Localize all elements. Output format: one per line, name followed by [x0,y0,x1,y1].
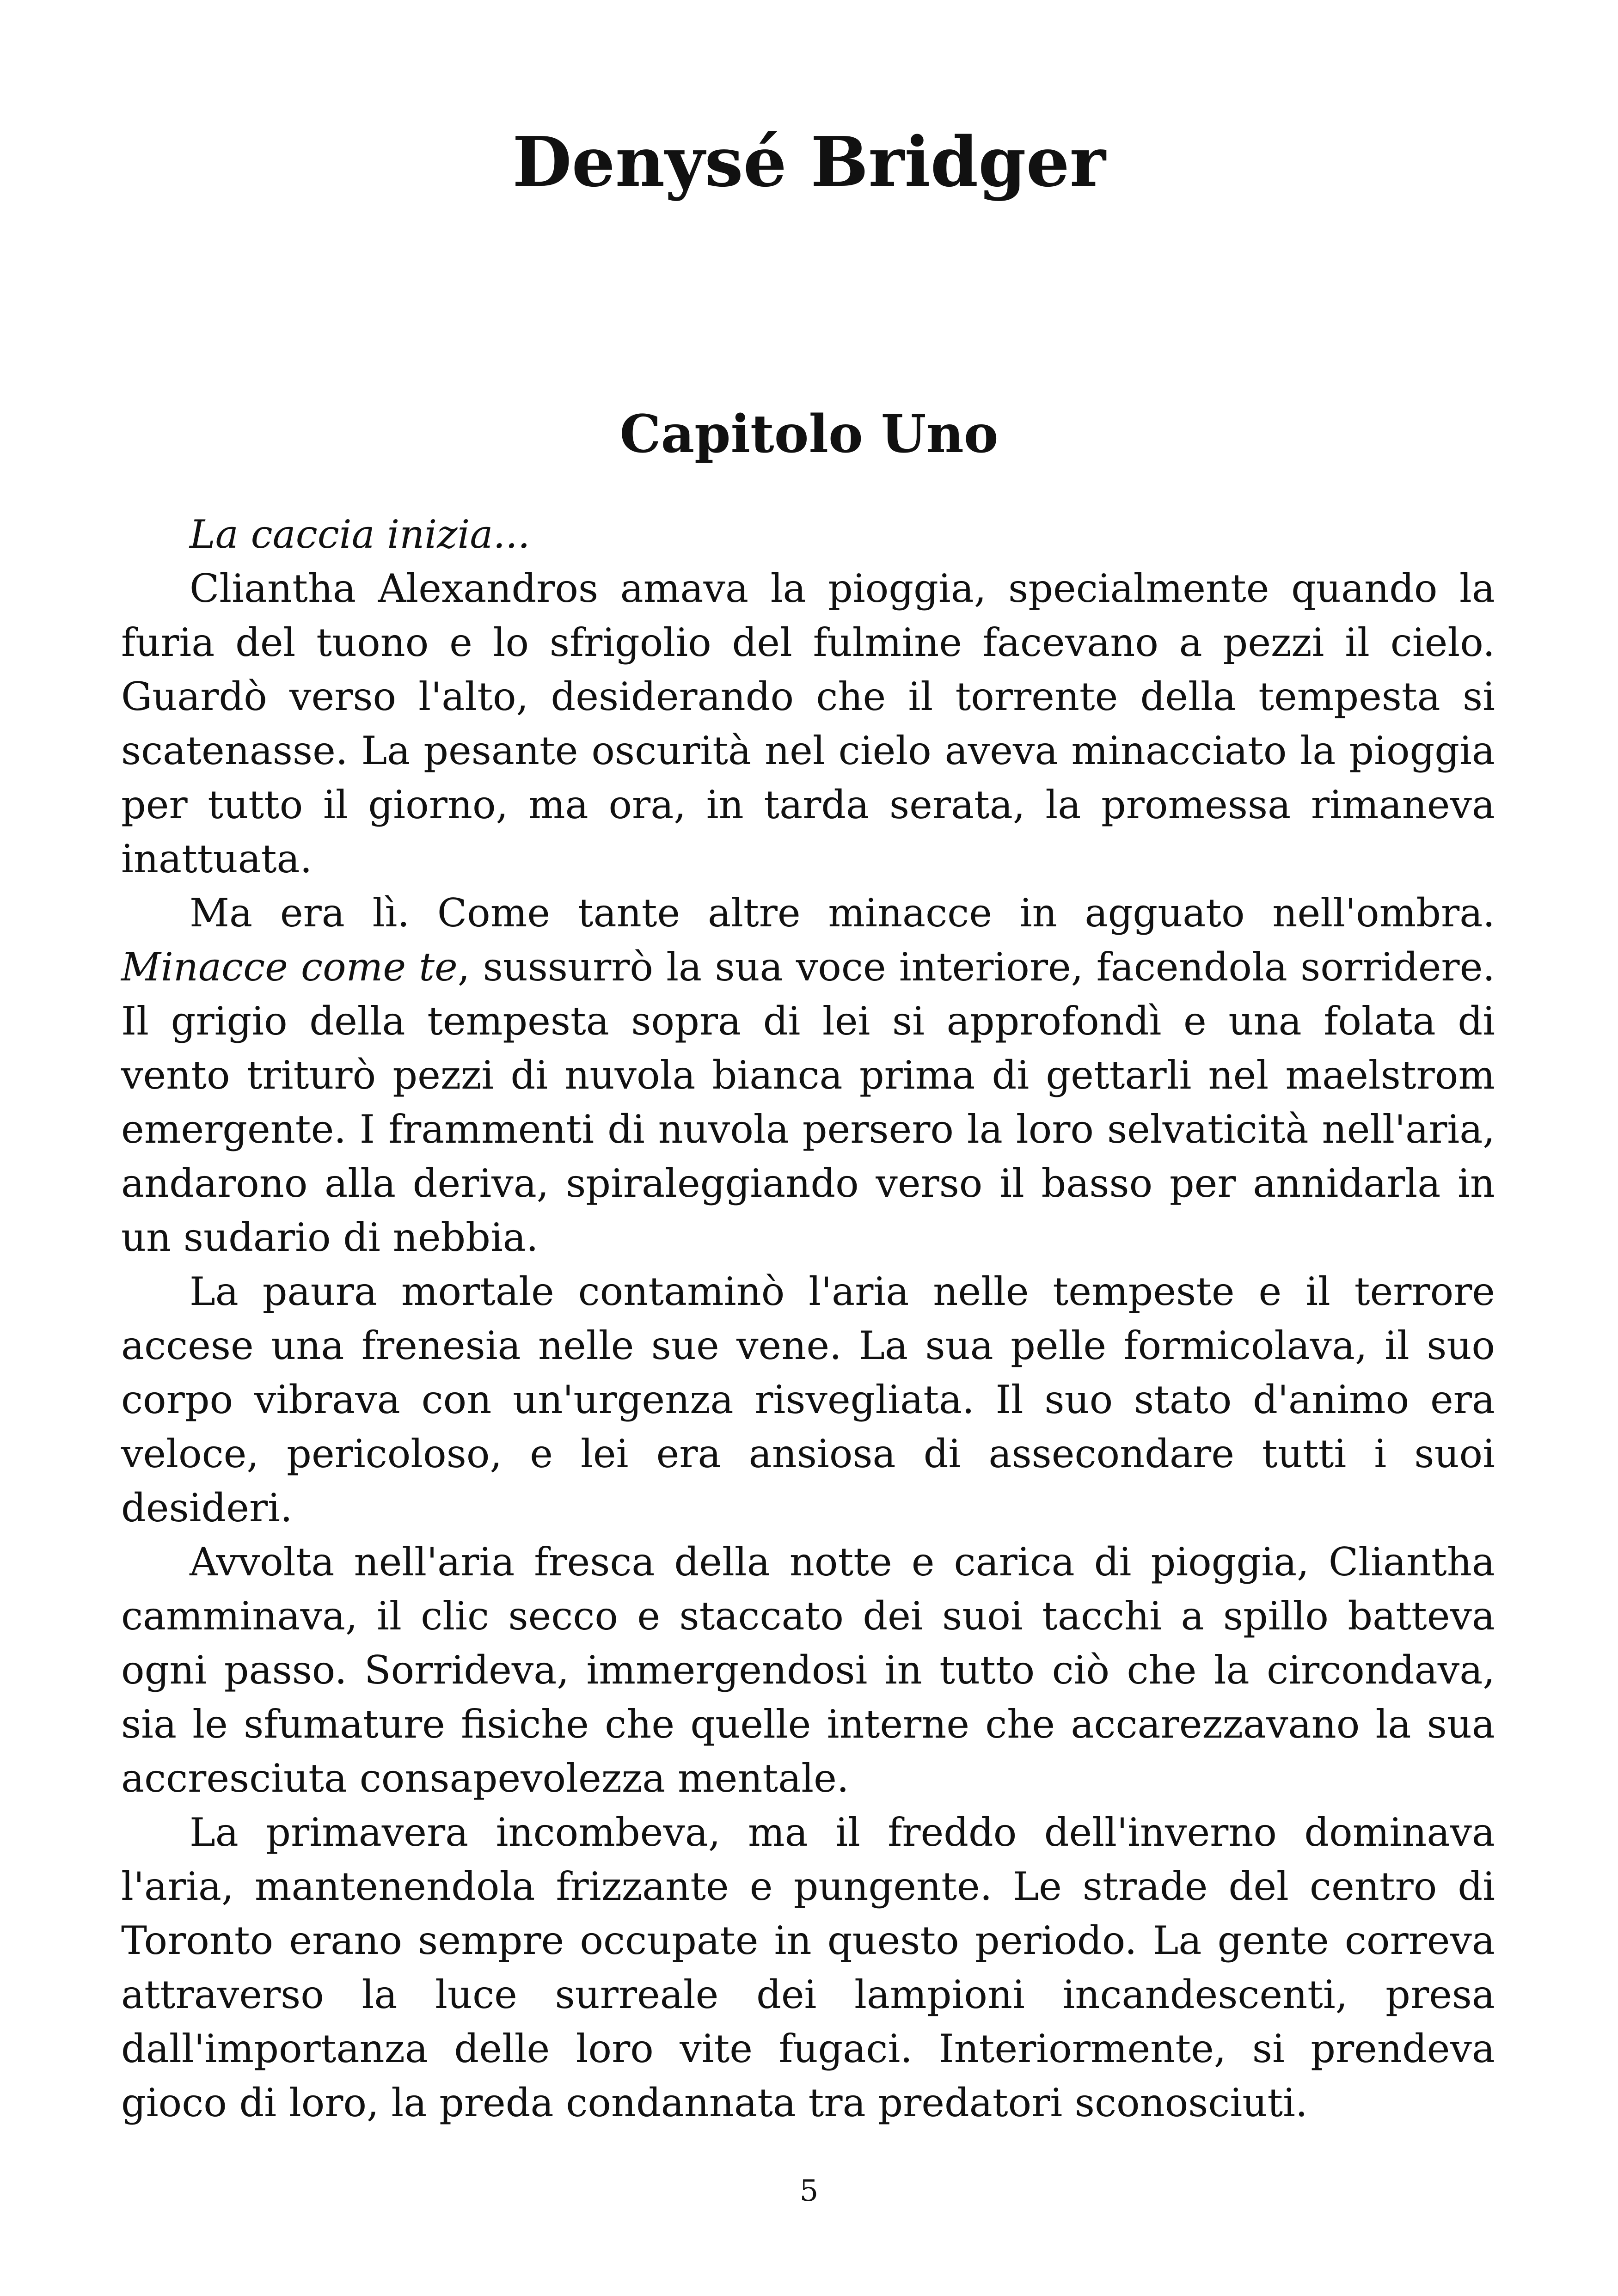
epigraph: La caccia inizia... [190,512,530,557]
paragraph-5: La primavera incombeva, ma il freddo dell'inverno dominava l'aria, mantenendola frizzante e pungente. Le strade del centro di Toronto erano sempre occupate in questo periodo. La gente correva attraverso la luce surreale dei lampioni incandescenti, presa dall'importanza delle loro vite fugaci. Interiormente, si prendeva gioco di loro, la preda condannata tra predatori sconosciuti. [121,1810,1495,2125]
paragraph-2-rest: , sussurrò la sua voce interiore, facendola sorridere. Il grigio della tempesta sopra di lei si approfondì e una folata di vento triturò pezzi di nuvola bianca prima di gettarli nel maelstrom emergente. I frammenti di nuvola persero la loro selvaticità nell'aria, andarono alla deriva, spiraleggiando verso il basso per annidarla in un sudario di nebbia. [121,944,1495,1260]
chapter-body [121,508,1495,2130]
paragraph-2-start: Ma era lì. Come tante altre minacce in agguato nell'ombra. [190,890,1495,936]
chapter-title: Capitolo Uno [619,404,999,465]
paragraph-1: Cliantha Alexandros amava la pioggia, specialmente quando la furia del tuono e lo sfrigolio del fulmine facevano a pezzi il cielo. Guardò verso l'alto, desiderando che il torrente della tempesta si scatenasse. La pesante oscurità nel cielo aveva minacciato la pioggia per tutto il giorno, ma ora, in tarda serata, la promessa rimaneva inattuata. [121,566,1495,882]
paragraph-4: Avvolta nell'aria fresca della notte e carica di pioggia, Cliantha camminava, il clic secco e staccato dei suoi tacchi a spillo batteva ogni passo. Sorrideva, immergendosi in tutto ciò che la circondava, sia le sfumature fisiche che quelle interne che accarezzavano la sua accresciuta consapevolezza mentale. [121,1539,1495,1801]
page-number: 5 [799,2174,819,2208]
author-name: Denysé Bridger [512,122,1106,202]
paragraph-3: La paura mortale contaminò l'aria nelle tempeste e il terrore accese una frenesia nelle sue vene. La sua pelle formicolava, il suo corpo vibrava con un'urgenza risvegliata. Il suo stato d'animo era veloce, pericoloso, e lei era ansiosa di assecondare tutti i suoi desideri. [121,1269,1495,1531]
paragraph-2-italic: Minacce come te [121,944,458,990]
paragraph-2 [121,886,1495,1265]
